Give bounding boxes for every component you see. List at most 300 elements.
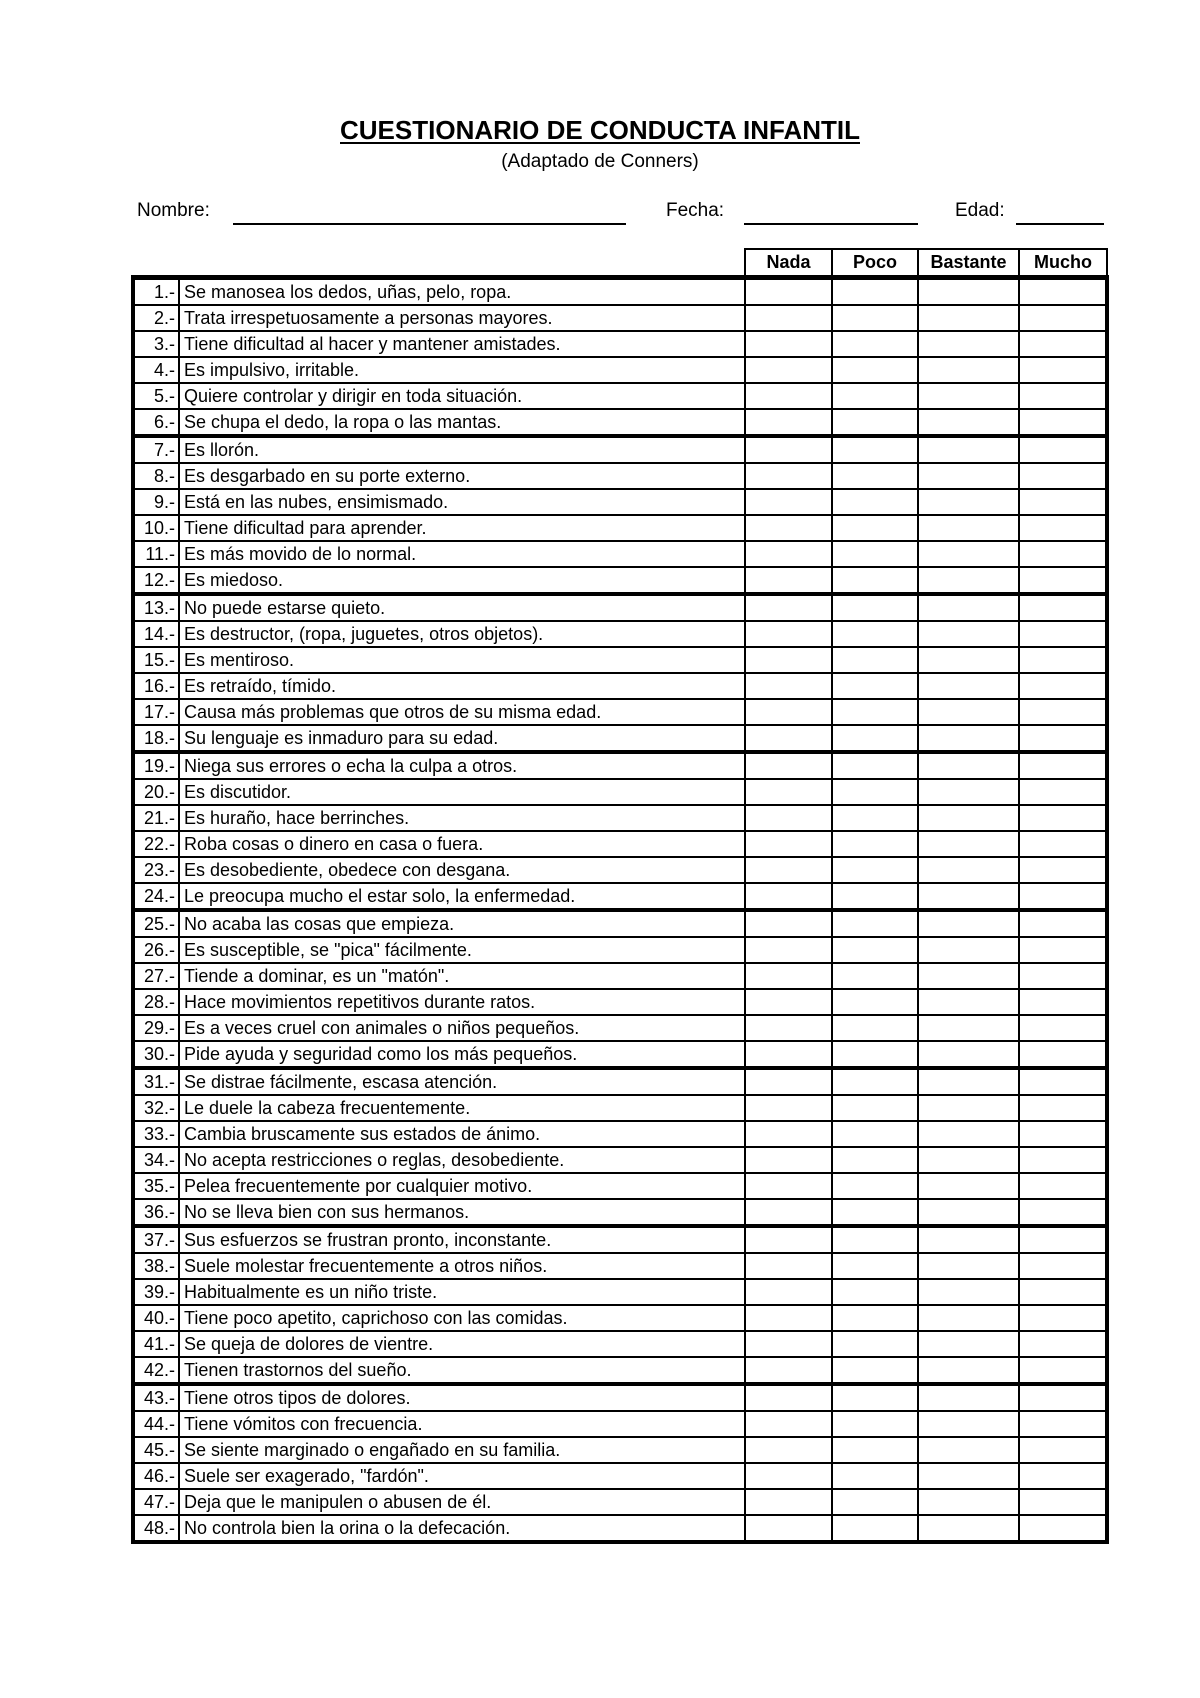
answer-cell-mucho[interactable] bbox=[1019, 831, 1107, 857]
answer-cell-nada[interactable] bbox=[745, 1437, 832, 1463]
question-number: 42.- bbox=[133, 1357, 179, 1384]
answer-cell-bastante[interactable] bbox=[918, 278, 1019, 306]
answer-cell-mucho[interactable] bbox=[1019, 489, 1107, 515]
age-field[interactable] bbox=[1016, 223, 1104, 225]
answer-cell-nada[interactable] bbox=[745, 436, 832, 463]
question-number: 11.- bbox=[133, 541, 179, 567]
answer-cell-bastante[interactable] bbox=[918, 910, 1019, 937]
answer-cell-nada[interactable] bbox=[745, 1199, 832, 1226]
answer-cell-bastante[interactable] bbox=[918, 883, 1019, 910]
answer-cell-poco[interactable] bbox=[832, 1515, 918, 1542]
question-row bbox=[133, 1095, 1107, 1121]
answer-cell-poco[interactable] bbox=[832, 1489, 918, 1515]
question-text: Habitualmente es un niño triste. bbox=[179, 1279, 745, 1305]
answer-cell-nada[interactable] bbox=[745, 1357, 832, 1384]
answer-cell-bastante[interactable] bbox=[918, 1253, 1019, 1279]
question-row bbox=[133, 1068, 1107, 1095]
answer-cell-mucho[interactable] bbox=[1019, 331, 1107, 357]
question-number: 31.- bbox=[133, 1068, 179, 1095]
answer-cell-bastante[interactable] bbox=[918, 963, 1019, 989]
answer-cell-poco[interactable] bbox=[832, 1226, 918, 1253]
answer-cell-mucho[interactable] bbox=[1019, 752, 1107, 779]
question-row bbox=[133, 1015, 1107, 1041]
answer-cell-bastante[interactable] bbox=[918, 699, 1019, 725]
answer-cell-mucho[interactable] bbox=[1019, 594, 1107, 621]
answer-cell-nada[interactable] bbox=[745, 1463, 832, 1489]
answer-cell-poco[interactable] bbox=[832, 1384, 918, 1411]
answer-cell-mucho[interactable] bbox=[1019, 1068, 1107, 1095]
answer-cell-poco[interactable] bbox=[832, 883, 918, 910]
answer-cell-bastante[interactable] bbox=[918, 1068, 1019, 1095]
answer-cell-poco[interactable] bbox=[832, 1279, 918, 1305]
question-number: 43.- bbox=[133, 1384, 179, 1411]
answer-cell-mucho[interactable] bbox=[1019, 647, 1107, 673]
answer-cell-mucho[interactable] bbox=[1019, 1384, 1107, 1411]
answer-cell-poco[interactable] bbox=[832, 779, 918, 805]
question-row bbox=[133, 1199, 1107, 1226]
answer-cell-poco[interactable] bbox=[832, 1173, 918, 1199]
answer-cell-poco[interactable] bbox=[832, 1331, 918, 1357]
question-number: 27.- bbox=[133, 963, 179, 989]
answer-cell-nada[interactable] bbox=[745, 779, 832, 805]
answer-cell-mucho[interactable] bbox=[1019, 1357, 1107, 1384]
answer-cell-poco[interactable] bbox=[832, 1305, 918, 1331]
answer-cell-poco[interactable] bbox=[832, 673, 918, 699]
answer-cell-bastante[interactable] bbox=[918, 1199, 1019, 1226]
answer-cell-mucho[interactable] bbox=[1019, 621, 1107, 647]
answer-cell-nada[interactable] bbox=[745, 1489, 832, 1515]
answer-cell-nada[interactable] bbox=[745, 1279, 832, 1305]
question-number: 15.- bbox=[133, 647, 179, 673]
answer-cell-bastante[interactable] bbox=[918, 1095, 1019, 1121]
answer-cell-nada[interactable] bbox=[745, 1515, 832, 1542]
question-text: Se distrae fácilmente, escasa atención. bbox=[179, 1068, 745, 1095]
answer-cell-poco[interactable] bbox=[832, 1041, 918, 1068]
question-number: 41.- bbox=[133, 1331, 179, 1357]
answer-cell-nada[interactable] bbox=[745, 383, 832, 409]
question-row bbox=[133, 409, 1107, 436]
answer-cell-mucho[interactable] bbox=[1019, 1226, 1107, 1253]
answer-cell-mucho[interactable] bbox=[1019, 1121, 1107, 1147]
question-row bbox=[133, 1331, 1107, 1357]
page-title: CUESTIONARIO DE CONDUCTA INFANTIL bbox=[340, 115, 860, 145]
question-number: 45.- bbox=[133, 1437, 179, 1463]
answer-cell-mucho[interactable] bbox=[1019, 805, 1107, 831]
question-row bbox=[133, 567, 1107, 594]
question-row bbox=[133, 1411, 1107, 1437]
question-text: Sus esfuerzos se frustran pronto, inconstante. bbox=[179, 1226, 745, 1253]
answer-cell-poco[interactable] bbox=[832, 1199, 918, 1226]
answer-cell-nada[interactable] bbox=[745, 1226, 832, 1253]
answer-cell-mucho[interactable] bbox=[1019, 1331, 1107, 1357]
question-text: Le duele la cabeza frecuentemente. bbox=[179, 1095, 745, 1121]
question-text: Cambia bruscamente sus estados de ánimo. bbox=[179, 1121, 745, 1147]
answer-cell-poco[interactable] bbox=[832, 1253, 918, 1279]
answer-cell-nada[interactable] bbox=[745, 963, 832, 989]
answer-cell-poco[interactable] bbox=[832, 1095, 918, 1121]
question-text: Niega sus errores o echa la culpa a otros. bbox=[179, 752, 745, 779]
answer-cell-mucho[interactable] bbox=[1019, 910, 1107, 937]
column-header-row bbox=[133, 249, 1107, 278]
answer-cell-bastante[interactable] bbox=[918, 331, 1019, 357]
column-header-poco: Poco bbox=[832, 249, 918, 278]
question-row bbox=[133, 883, 1107, 910]
question-row bbox=[133, 515, 1107, 541]
question-text: No controla bien la orina o la defecación. bbox=[179, 1515, 745, 1542]
question-row bbox=[133, 910, 1107, 937]
question-text: Suele molestar frecuentemente a otros niños. bbox=[179, 1253, 745, 1279]
question-text: Es susceptible, se "pica" fácilmente. bbox=[179, 937, 745, 963]
answer-cell-mucho[interactable] bbox=[1019, 1095, 1107, 1121]
question-number: 23.- bbox=[133, 857, 179, 883]
column-header-bastante: Bastante bbox=[918, 249, 1019, 278]
answer-cell-poco[interactable] bbox=[832, 1068, 918, 1095]
answer-cell-bastante[interactable] bbox=[918, 594, 1019, 621]
question-text: Deja que le manipulen o abusen de él. bbox=[179, 1489, 745, 1515]
question-row bbox=[133, 357, 1107, 383]
header-spacer bbox=[133, 249, 179, 278]
column-header-mucho: Mucho bbox=[1019, 249, 1107, 278]
answer-cell-poco[interactable] bbox=[832, 489, 918, 515]
question-number: 16.- bbox=[133, 673, 179, 699]
answer-cell-bastante[interactable] bbox=[918, 1041, 1019, 1068]
answer-cell-nada[interactable] bbox=[745, 1173, 832, 1199]
question-row bbox=[133, 1121, 1107, 1147]
answer-cell-poco[interactable] bbox=[832, 541, 918, 567]
question-text: Se siente marginado o engañado en su familia. bbox=[179, 1437, 745, 1463]
question-rows bbox=[133, 278, 1107, 1543]
answer-cell-bastante[interactable] bbox=[918, 436, 1019, 463]
question-row bbox=[133, 436, 1107, 463]
answer-cell-nada[interactable] bbox=[745, 857, 832, 883]
question-number: 35.- bbox=[133, 1173, 179, 1199]
answer-cell-nada[interactable] bbox=[745, 647, 832, 673]
answer-cell-poco[interactable] bbox=[832, 1015, 918, 1041]
answer-cell-mucho[interactable] bbox=[1019, 1199, 1107, 1226]
answer-cell-poco[interactable] bbox=[832, 515, 918, 541]
answer-cell-bastante[interactable] bbox=[918, 621, 1019, 647]
question-number: 36.- bbox=[133, 1199, 179, 1226]
question-text: Tiene vómitos con frecuencia. bbox=[179, 1411, 745, 1437]
answer-cell-bastante[interactable] bbox=[918, 989, 1019, 1015]
answer-cell-poco[interactable] bbox=[832, 383, 918, 409]
answer-cell-nada[interactable] bbox=[745, 752, 832, 779]
question-row bbox=[133, 1515, 1107, 1542]
answer-cell-poco[interactable] bbox=[832, 805, 918, 831]
answer-cell-bastante[interactable] bbox=[918, 1437, 1019, 1463]
answer-cell-bastante[interactable] bbox=[918, 1121, 1019, 1147]
name-field[interactable] bbox=[233, 223, 626, 225]
answer-cell-mucho[interactable] bbox=[1019, 779, 1107, 805]
answer-cell-nada[interactable] bbox=[745, 1305, 832, 1331]
answer-cell-bastante[interactable] bbox=[918, 515, 1019, 541]
answer-cell-bastante[interactable] bbox=[918, 831, 1019, 857]
answer-cell-bastante[interactable] bbox=[918, 409, 1019, 436]
answer-cell-mucho[interactable] bbox=[1019, 541, 1107, 567]
name-label: Nombre: bbox=[137, 200, 210, 221]
answer-cell-nada[interactable] bbox=[745, 831, 832, 857]
answer-cell-nada[interactable] bbox=[745, 725, 832, 752]
question-row bbox=[133, 831, 1107, 857]
answer-cell-mucho[interactable] bbox=[1019, 436, 1107, 463]
question-text: Es más movido de lo normal. bbox=[179, 541, 745, 567]
answer-cell-nada[interactable] bbox=[745, 594, 832, 621]
answer-cell-poco[interactable] bbox=[832, 831, 918, 857]
answer-cell-poco[interactable] bbox=[832, 621, 918, 647]
answer-cell-poco[interactable] bbox=[832, 647, 918, 673]
question-number: 30.- bbox=[133, 1041, 179, 1068]
answer-cell-nada[interactable] bbox=[745, 1041, 832, 1068]
answer-cell-mucho[interactable] bbox=[1019, 1411, 1107, 1437]
question-text: Es retraído, tímido. bbox=[179, 673, 745, 699]
answer-cell-poco[interactable] bbox=[832, 594, 918, 621]
question-text: Es a veces cruel con animales o niños pequeños. bbox=[179, 1015, 745, 1041]
question-number: 12.- bbox=[133, 567, 179, 594]
answer-cell-nada[interactable] bbox=[745, 937, 832, 963]
answer-cell-mucho[interactable] bbox=[1019, 515, 1107, 541]
question-row bbox=[133, 489, 1107, 515]
question-number: 46.- bbox=[133, 1463, 179, 1489]
question-text: Tiene poco apetito, caprichoso con las comidas. bbox=[179, 1305, 745, 1331]
question-number: 14.- bbox=[133, 621, 179, 647]
answer-cell-nada[interactable] bbox=[745, 409, 832, 436]
question-text: Suele ser exagerado, "fardón". bbox=[179, 1463, 745, 1489]
answer-cell-mucho[interactable] bbox=[1019, 937, 1107, 963]
question-number: 4.- bbox=[133, 357, 179, 383]
question-text: Pide ayuda y seguridad como los más pequeños. bbox=[179, 1041, 745, 1068]
answer-cell-bastante[interactable] bbox=[918, 1331, 1019, 1357]
answer-cell-poco[interactable] bbox=[832, 989, 918, 1015]
answer-cell-bastante[interactable] bbox=[918, 857, 1019, 883]
answer-cell-nada[interactable] bbox=[745, 1095, 832, 1121]
answer-cell-mucho[interactable] bbox=[1019, 278, 1107, 306]
question-text: Le preocupa mucho el estar solo, la enfermedad. bbox=[179, 883, 745, 910]
answer-cell-nada[interactable] bbox=[745, 357, 832, 383]
answer-cell-poco[interactable] bbox=[832, 357, 918, 383]
answer-cell-bastante[interactable] bbox=[918, 1357, 1019, 1384]
answer-cell-nada[interactable] bbox=[745, 1253, 832, 1279]
answer-cell-bastante[interactable] bbox=[918, 1515, 1019, 1542]
answer-cell-poco[interactable] bbox=[832, 567, 918, 594]
answer-cell-bastante[interactable] bbox=[918, 1147, 1019, 1173]
answer-cell-bastante[interactable] bbox=[918, 489, 1019, 515]
answer-cell-poco[interactable] bbox=[832, 1437, 918, 1463]
answer-cell-nada[interactable] bbox=[745, 673, 832, 699]
answer-cell-poco[interactable] bbox=[832, 436, 918, 463]
answer-cell-mucho[interactable] bbox=[1019, 463, 1107, 489]
question-text: Es destructor, (ropa, juguetes, otros objetos). bbox=[179, 621, 745, 647]
answer-cell-poco[interactable] bbox=[832, 1147, 918, 1173]
question-row bbox=[133, 1253, 1107, 1279]
answer-cell-poco[interactable] bbox=[832, 1357, 918, 1384]
answer-cell-bastante[interactable] bbox=[918, 805, 1019, 831]
answer-cell-mucho[interactable] bbox=[1019, 1463, 1107, 1489]
answer-cell-nada[interactable] bbox=[745, 1147, 832, 1173]
answer-cell-mucho[interactable] bbox=[1019, 673, 1107, 699]
answer-cell-nada[interactable] bbox=[745, 989, 832, 1015]
question-number: 28.- bbox=[133, 989, 179, 1015]
answer-cell-mucho[interactable] bbox=[1019, 383, 1107, 409]
answer-cell-mucho[interactable] bbox=[1019, 357, 1107, 383]
answer-cell-poco[interactable] bbox=[832, 278, 918, 306]
answer-cell-nada[interactable] bbox=[745, 1384, 832, 1411]
answer-cell-poco[interactable] bbox=[832, 1463, 918, 1489]
answer-cell-mucho[interactable] bbox=[1019, 857, 1107, 883]
answer-cell-nada[interactable] bbox=[745, 883, 832, 910]
question-text: No se lleva bien con sus hermanos. bbox=[179, 1199, 745, 1226]
answer-cell-nada[interactable] bbox=[745, 515, 832, 541]
answer-cell-bastante[interactable] bbox=[918, 1015, 1019, 1041]
answer-cell-poco[interactable] bbox=[832, 463, 918, 489]
answer-cell-mucho[interactable] bbox=[1019, 1041, 1107, 1068]
answer-cell-bastante[interactable] bbox=[918, 1463, 1019, 1489]
answer-cell-nada[interactable] bbox=[745, 489, 832, 515]
question-number: 5.- bbox=[133, 383, 179, 409]
question-text: Se manosea los dedos, uñas, pelo, ropa. bbox=[179, 278, 745, 306]
answer-cell-mucho[interactable] bbox=[1019, 1015, 1107, 1041]
answer-cell-bastante[interactable] bbox=[918, 1279, 1019, 1305]
answer-cell-nada[interactable] bbox=[745, 331, 832, 357]
question-number: 32.- bbox=[133, 1095, 179, 1121]
answer-cell-bastante[interactable] bbox=[918, 1173, 1019, 1199]
answer-cell-nada[interactable] bbox=[745, 567, 832, 594]
answer-cell-bastante[interactable] bbox=[918, 463, 1019, 489]
answer-cell-nada[interactable] bbox=[745, 805, 832, 831]
answer-cell-bastante[interactable] bbox=[918, 673, 1019, 699]
question-number: 8.- bbox=[133, 463, 179, 489]
answer-cell-poco[interactable] bbox=[832, 1411, 918, 1437]
question-text: Pelea frecuentemente por cualquier motivo. bbox=[179, 1173, 745, 1199]
answer-cell-poco[interactable] bbox=[832, 699, 918, 725]
answer-cell-nada[interactable] bbox=[745, 1121, 832, 1147]
answer-cell-bastante[interactable] bbox=[918, 752, 1019, 779]
question-number: 39.- bbox=[133, 1279, 179, 1305]
question-row bbox=[133, 305, 1107, 331]
answer-cell-nada[interactable] bbox=[745, 1411, 832, 1437]
answer-cell-poco[interactable] bbox=[832, 963, 918, 989]
answer-cell-nada[interactable] bbox=[745, 1331, 832, 1357]
answer-cell-mucho[interactable] bbox=[1019, 1305, 1107, 1331]
question-text: Es desgarbado en su porte externo. bbox=[179, 463, 745, 489]
answer-cell-bastante[interactable] bbox=[918, 357, 1019, 383]
question-row bbox=[133, 1437, 1107, 1463]
answer-cell-nada[interactable] bbox=[745, 305, 832, 331]
answer-cell-poco[interactable] bbox=[832, 305, 918, 331]
answer-cell-nada[interactable] bbox=[745, 463, 832, 489]
answer-cell-nada[interactable] bbox=[745, 1015, 832, 1041]
answer-cell-mucho[interactable] bbox=[1019, 409, 1107, 436]
question-row bbox=[133, 725, 1107, 752]
answer-cell-nada[interactable] bbox=[745, 699, 832, 725]
answer-cell-bastante[interactable] bbox=[918, 567, 1019, 594]
answer-cell-bastante[interactable] bbox=[918, 1226, 1019, 1253]
answer-cell-nada[interactable] bbox=[745, 278, 832, 306]
question-row bbox=[133, 463, 1107, 489]
question-row bbox=[133, 647, 1107, 673]
question-row bbox=[133, 1305, 1107, 1331]
answer-cell-bastante[interactable] bbox=[918, 1411, 1019, 1437]
answer-cell-nada[interactable] bbox=[745, 541, 832, 567]
answer-cell-bastante[interactable] bbox=[918, 779, 1019, 805]
question-row bbox=[133, 1357, 1107, 1384]
answer-cell-nada[interactable] bbox=[745, 1068, 832, 1095]
question-number: 9.- bbox=[133, 489, 179, 515]
question-row bbox=[133, 1173, 1107, 1199]
answer-cell-mucho[interactable] bbox=[1019, 1279, 1107, 1305]
answer-cell-mucho[interactable] bbox=[1019, 725, 1107, 752]
answer-cell-mucho[interactable] bbox=[1019, 883, 1107, 910]
answer-cell-bastante[interactable] bbox=[918, 383, 1019, 409]
question-number: 3.- bbox=[133, 331, 179, 357]
question-number: 25.- bbox=[133, 910, 179, 937]
answer-cell-mucho[interactable] bbox=[1019, 1173, 1107, 1199]
answer-cell-bastante[interactable] bbox=[918, 1305, 1019, 1331]
question-row bbox=[133, 779, 1107, 805]
question-number: 24.- bbox=[133, 883, 179, 910]
question-number: 47.- bbox=[133, 1489, 179, 1515]
answer-cell-poco[interactable] bbox=[832, 910, 918, 937]
answer-cell-bastante[interactable] bbox=[918, 647, 1019, 673]
answer-cell-mucho[interactable] bbox=[1019, 699, 1107, 725]
answer-cell-mucho[interactable] bbox=[1019, 1147, 1107, 1173]
question-number: 38.- bbox=[133, 1253, 179, 1279]
page-subtitle: (Adaptado de Conners) bbox=[501, 151, 699, 172]
question-number: 2.- bbox=[133, 305, 179, 331]
answer-cell-poco[interactable] bbox=[832, 409, 918, 436]
question-text: Tiende a dominar, es un "matón". bbox=[179, 963, 745, 989]
question-row bbox=[133, 805, 1107, 831]
answer-cell-nada[interactable] bbox=[745, 621, 832, 647]
answer-cell-poco[interactable] bbox=[832, 725, 918, 752]
answer-cell-mucho[interactable] bbox=[1019, 305, 1107, 331]
answer-cell-poco[interactable] bbox=[832, 331, 918, 357]
answer-cell-poco[interactable] bbox=[832, 752, 918, 779]
answer-cell-mucho[interactable] bbox=[1019, 1253, 1107, 1279]
question-row bbox=[133, 1041, 1107, 1068]
answer-cell-bastante[interactable] bbox=[918, 305, 1019, 331]
answer-cell-mucho[interactable] bbox=[1019, 963, 1107, 989]
question-text: Es discutidor. bbox=[179, 779, 745, 805]
answer-cell-poco[interactable] bbox=[832, 937, 918, 963]
question-row bbox=[133, 752, 1107, 779]
question-number: 22.- bbox=[133, 831, 179, 857]
question-text: Es huraño, hace berrinches. bbox=[179, 805, 745, 831]
answer-cell-bastante[interactable] bbox=[918, 937, 1019, 963]
answer-cell-mucho[interactable] bbox=[1019, 1515, 1107, 1542]
answer-cell-poco[interactable] bbox=[832, 857, 918, 883]
answer-cell-bastante[interactable] bbox=[918, 541, 1019, 567]
answer-cell-bastante[interactable] bbox=[918, 1489, 1019, 1515]
question-row bbox=[133, 699, 1107, 725]
answer-cell-nada[interactable] bbox=[745, 910, 832, 937]
question-number: 21.- bbox=[133, 805, 179, 831]
answer-cell-bastante[interactable] bbox=[918, 725, 1019, 752]
question-text: No puede estarse quieto. bbox=[179, 594, 745, 621]
answer-cell-mucho[interactable] bbox=[1019, 567, 1107, 594]
question-text: Es desobediente, obedece con desgana. bbox=[179, 857, 745, 883]
question-row bbox=[133, 383, 1107, 409]
question-number: 26.- bbox=[133, 937, 179, 963]
answer-cell-bastante[interactable] bbox=[918, 1384, 1019, 1411]
question-row bbox=[133, 1489, 1107, 1515]
question-number: 44.- bbox=[133, 1411, 179, 1437]
question-text: Trata irrespetuosamente a personas mayores. bbox=[179, 305, 745, 331]
date-field[interactable] bbox=[744, 223, 918, 225]
answer-cell-mucho[interactable] bbox=[1019, 1437, 1107, 1463]
answer-cell-poco[interactable] bbox=[832, 1121, 918, 1147]
answer-cell-mucho[interactable] bbox=[1019, 989, 1107, 1015]
answer-cell-mucho[interactable] bbox=[1019, 1489, 1107, 1515]
